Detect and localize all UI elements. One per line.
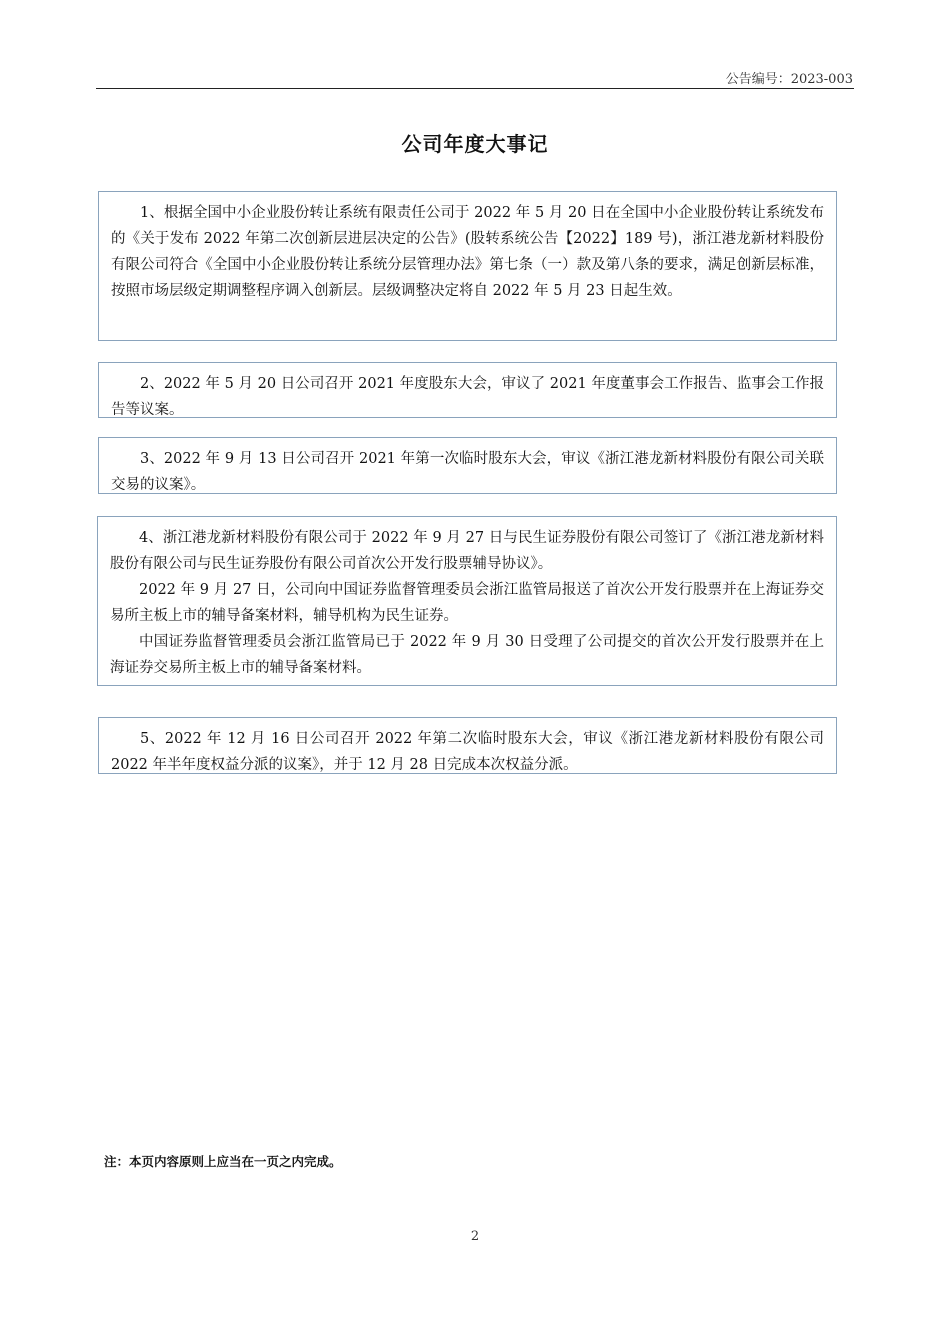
event-4-paragraph-1: 4、浙江港龙新材料股份有限公司于 2022 年 9 月 27 日与民生证券股份有限公司签订了《浙江港龙新材料股份有限公司与民生证券股份有限公司首次公开发行股票辅导协议》。 <box>110 530 824 572</box>
page-number: 2 <box>470 1229 480 1244</box>
event-4-paragraph-2: 2022 年 9 月 27 日，公司向中国证券监督管理委员会浙江监管局报送了首次公开发行股票并在上海证券交易所主板上市的辅导备案材料，辅导机构为民生证券。 <box>110 582 824 624</box>
event-4-paragraph-3: 中国证券监督管理委员会浙江监管局已于 2022 年 9 月 30 日受理了公司提交的首次公开发行股票并在上海证券交易所主板上市的辅导备案材料。 <box>110 634 824 676</box>
event-box-1 <box>98 191 837 341</box>
event-5-paragraph-1: 5、2022 年 12 月 16 日公司召开 2022 年第二次临时股东大会，审议《浙江港龙新材料股份有限公司 2022 年半年度权益分派的议案》，并于 12 月 28 日完成本次权益分派。 <box>111 731 824 773</box>
event-box-3 <box>98 437 837 494</box>
event-box-2 <box>98 362 837 418</box>
header-divider <box>96 88 854 89</box>
event-box-4 <box>97 516 837 686</box>
event-3-paragraph-1: 3、2022 年 9 月 13 日公司召开 2021 年第一次临时股东大会，审议《浙江港龙新材料股份有限公司关联交易的议案》。 <box>111 451 824 493</box>
event-1-paragraph-1: 1、根据全国中小企业股份转让系统有限责任公司于 2022 年 5 月 20 日在全国中小企业股份转让系统发布的《关于发布 2022 年第二次创新层进层决定的公告》(股转系统公告【2022】189 号)，浙江港龙新材料股份有限公司符合《全国中小企业股份转让系统分层管理办法》第七条（一）款及第八条的要求，满足创新层标准，按照市场层级定期调整程序调入创新层。层级调整决定将自 2022 年 5 月 23 日起生效。 <box>111 205 824 299</box>
announcement-code: 公告编号：2023-003 <box>725 72 853 87</box>
event-2-paragraph-1: 2、2022 年 5 月 20 日公司召开 2021 年度股东大会，审议了 2021 年度董事会工作报告、监事会工作报告等议案。 <box>111 376 824 418</box>
page-title: 公司年度大事记 <box>401 132 549 156</box>
event-box-5 <box>98 717 837 774</box>
footnote: 注：本页内容原则上应当在一页之内完成。 <box>104 1154 342 1169</box>
